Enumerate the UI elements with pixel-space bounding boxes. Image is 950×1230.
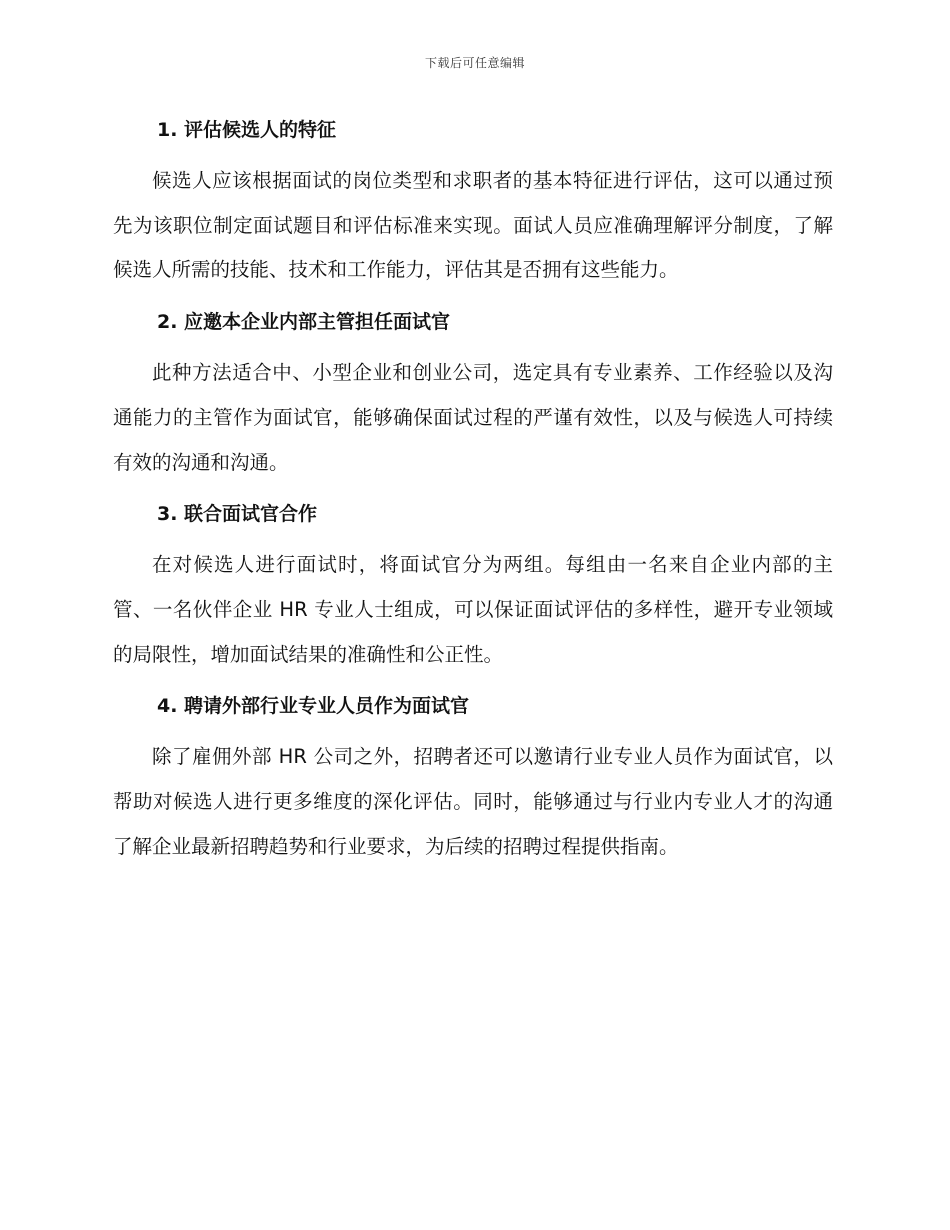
section-heading: 1. 评估候选人的特征 xyxy=(157,119,337,141)
section-paragraph: 除了雇佣外部 HR 公司之外，招聘者还可以邀请行业专业人员作为面试官，以帮助对候选人进行更多维度的深化评估。同时，能够通过与行业内专业人才的沟通了解企业最新招聘趋势和行业要求，为后续的招聘过程提供指南。 xyxy=(113,745,833,858)
section-heading: 4. 聘请外部行业专业人员作为面试官 xyxy=(157,695,470,718)
section-paragraph: 候选人应该根据面试的岗位类型和求职者的基本特征进行评估，这可以通过预先为该职位制定面试题目和评估标准来实现。面试人员应准确理解评分制度，了解候选人所需的技能、技术和工作能力，评估其是否拥有这些能力。 xyxy=(113,169,833,282)
section-1 xyxy=(113,112,833,293)
section-paragraph: 此种方法适合中、小型企业和创业公司，选定具有专业素养、工作经验以及沟通能力的主管作为面试官，能够确保面试过程的严谨有效性，以及与候选人可持续有效的沟通和沟通。 xyxy=(113,361,833,474)
section-3 xyxy=(113,496,833,677)
section-paragraph: 在对候选人进行面试时，将面试官分为两组。每组由一名来自企业内部的主管、一名伙伴企业 HR 专业人士组成，可以保证面试评估的多样性，避开专业领域的局限性，增加面试结果的准确性和公正性。 xyxy=(113,553,833,666)
section-heading: 3. 联合面试官合作 xyxy=(157,503,318,526)
page-header-note: 下载后可任意编辑 xyxy=(424,56,525,70)
document-content xyxy=(113,112,833,880)
section-heading: 2. 应邀本企业内部主管担任面试官 xyxy=(157,311,451,334)
section-2 xyxy=(113,304,833,485)
section-4 xyxy=(113,688,833,869)
